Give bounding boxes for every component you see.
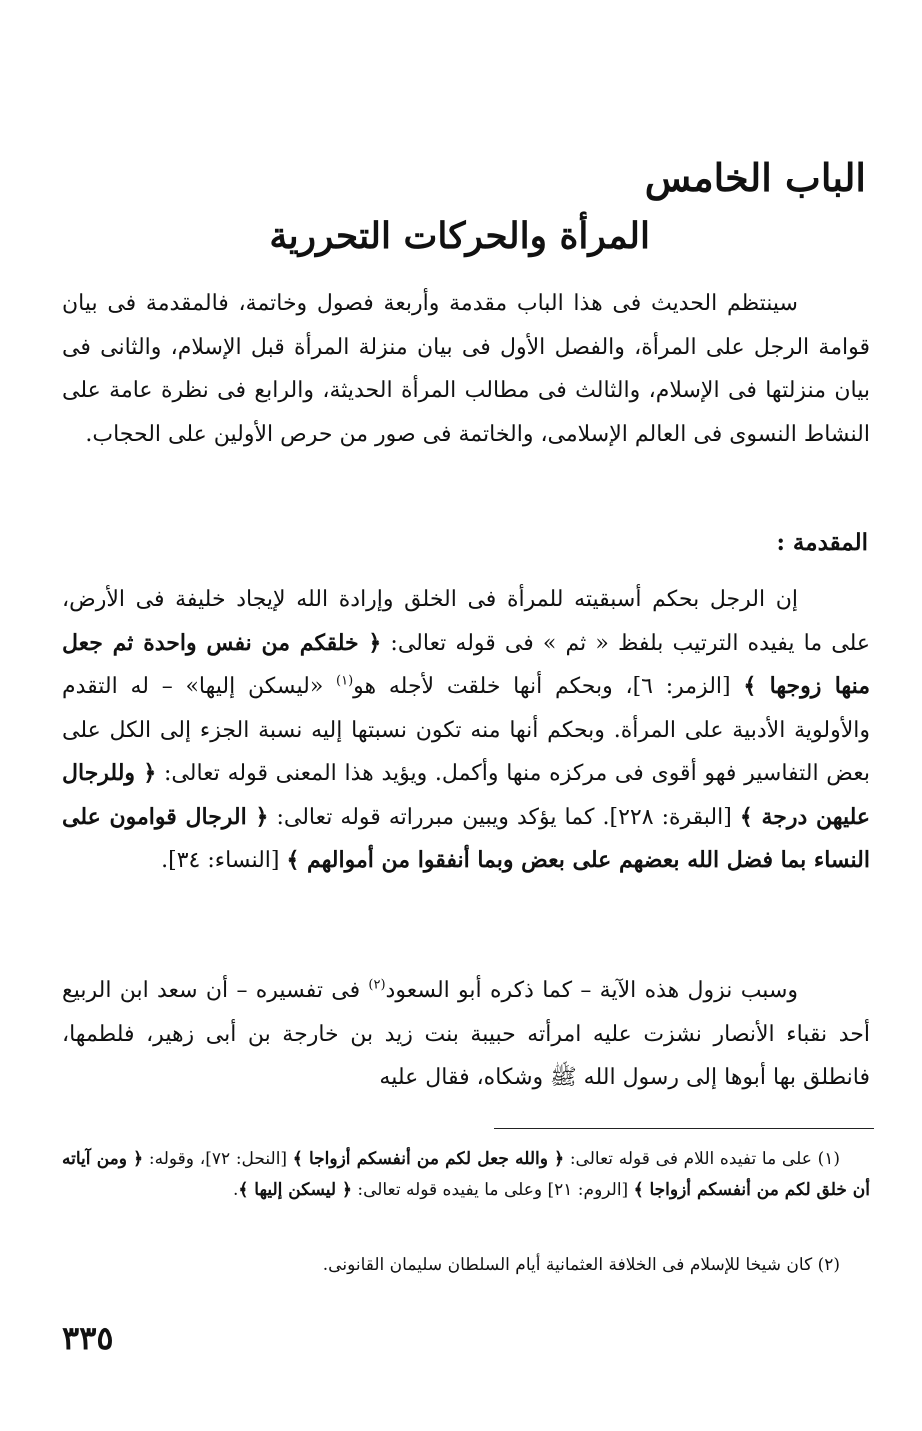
introduction-text-2: [الزمر: ٦]، وبحكم أنها خلقت لأجله هو — [353, 674, 744, 699]
revelation-paragraph — [62, 969, 870, 1100]
footnote-1-verse-1: ﴿ والله جعل لكم من أنفسكم أزواجا ﴾ — [292, 1149, 565, 1169]
chapter-subtitle: المرأة والحركات التحررية — [269, 215, 650, 257]
footnote-1-text-3: [الروم: ٢١] وعلى ما يفيده قوله تعالى: — [351, 1180, 634, 1200]
footnote-1 — [62, 1144, 870, 1206]
footnote-1-verse-3: ﴿ ليسكن إليها ﴾ — [238, 1180, 352, 1200]
footnote-ref-1: (١) — [336, 673, 354, 689]
footnote-2 — [62, 1250, 870, 1281]
quran-verse-2: ﴿ وللرجال عليهن درجة ﴾ — [62, 760, 870, 830]
section-heading: المقدمة : — [776, 529, 868, 556]
introduction-text-3: «ليسكن إليها» – له التقدم والأولوية الأدبية على المرأة. وبحكم أنها منه تكون نسبتها إليه نسبة الجزء إلى الكل على بعض التفاسير فهو أقوى فى مركزه منها وأكمل. ويؤيد هذا المعنى قوله تعالى: — [62, 674, 870, 786]
revelation-text-2: فى تفسيره – أن سعد ابن الربيع أحد نقباء الأنصار نشزت عليه امرأته حبيبة بنت زيد بن خارجة بن أبى زهير، فلطمها، فانطلق بها أبوها إلى رسول الله ﷺ وشكاه، فقال عليه — [62, 978, 870, 1090]
intro-first-line: سينتظم الحديث فى هذا الباب مقدمة وأربعة فصول وخاتمة، فالمقدمة فى — [107, 291, 798, 316]
intro-paragraph — [62, 282, 870, 456]
footnote-1-text-2: [النحل: ٧٢]، وقوله: — [143, 1149, 293, 1169]
footnote-1-text-4: . — [233, 1180, 239, 1200]
introduction-text-5: [النساء: ٣٤]. — [161, 848, 287, 873]
introduction-paragraph — [62, 578, 870, 883]
footnote-2-text: (٢) كان شيخا للإسلام فى الخلافة العثمانية أيام السلطان سليمان القانونى. — [322, 1255, 840, 1275]
page-number: ٣٣٥ — [62, 1319, 114, 1357]
intro-body: بيان قوامة الرجل على المرأة، والفصل الأول فى بيان منزلة المرأة قبل الإسلام، والثانى فى بيان منزلتها فى الإسلام، والثالث فى مطالب المرأة الحديثة، والرابع فى نظرة عامة على النشاط النسوى فى العالم الإسلامى، والخاتمة فى صور من حرص الأولين على الحجاب. — [62, 291, 870, 447]
chapter-title: الباب الخامس — [644, 155, 866, 200]
introduction-text-4: [البقرة: ٢٢٨]. كما يؤكد ويبين مبرراته قوله تعالى: — [268, 804, 740, 830]
revelation-text-1: وسبب نزول هذه الآية – كما ذكره أبو السعود — [385, 978, 799, 1003]
footnote-ref-2: (٢) — [368, 977, 386, 993]
footnote-divider — [494, 1128, 874, 1129]
quran-verse-3: ﴿ الرجال قوامون على النساء بما فضل الله بعضهم على بعض وبما أنفقوا من أموالهم ﴾ — [62, 803, 870, 873]
footnote-1-text-1: (١) على ما تفيده اللام فى قوله تعالى: — [564, 1149, 840, 1169]
footnote-1-verse-2: ﴿ ومن آياته أن خلق لكم من أنفسكم أزواجا ﴾ — [62, 1149, 870, 1200]
introduction-text-1: إن الرجل بحكم أسبقيته للمرأة فى الخلق وإرادة الله لإيجاد خليفة فى الأرض، على ما يفيده الترتيب بلفظ « ثم » فى قوله تعالى: — [62, 587, 871, 656]
quran-verse-1: ﴿ خلقكم من نفس واحدة ثم جعل منها زوجها ﴾ — [62, 629, 870, 699]
